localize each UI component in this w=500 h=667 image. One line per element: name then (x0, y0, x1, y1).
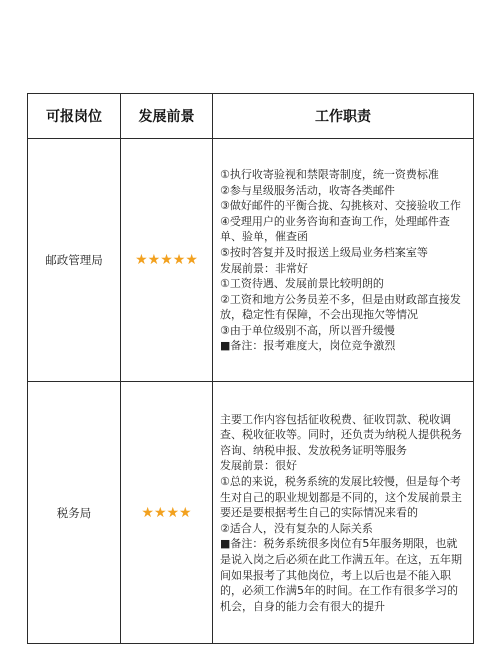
job-table (27, 93, 474, 644)
table-row (28, 139, 474, 382)
header-duties: 工作职责 (213, 94, 474, 139)
duty-line: 主要工作内容包括征收税费、征收罚款、税收调查、税收征收等。同时，还负责为纳税人提供税务咨询、纳税申报、发放税务证明等服务 (220, 412, 462, 457)
duty-line: ①总的来说，税务系统的发展比较慢，但是每个考生对自己的职业规划都是不同的，这个发展前景主要还是要根据考生自己的实际情况来看的 (220, 475, 462, 520)
duty-line: ②工资和地方公务员差不多，但是由财政部直接发放，稳定性有保障，不会出现拖欠等情况 (220, 292, 461, 322)
header-prospect: 发展前景 (121, 94, 213, 139)
duty-line: ③由于单位级别不高，所以晋升缓慢 (220, 323, 395, 337)
position-name: 税务局 (28, 382, 121, 644)
duty-line: 发展前景：很好 (220, 459, 297, 473)
duty-line: ②适合人，没有复杂的人际关系 (220, 521, 373, 535)
duties-cell (213, 382, 474, 644)
table-row (28, 382, 474, 644)
rating-stars: ★★★★★ (121, 139, 213, 382)
duty-line: ④受理用户的业务咨询和查询工作，处理邮件查单、验单，催查函 (220, 214, 450, 244)
duty-line: 发展前景：非常好 (220, 261, 308, 275)
duty-line: ■备注：报考难度大，岗位竞争激烈 (220, 339, 396, 353)
duty-line: ⑤按时答复并及时报送上级局业务档案室等 (220, 245, 428, 259)
duty-line: ②参与星级服务活动，收寄各类邮件 (220, 183, 395, 197)
duty-line: ①执行收寄验视和禁限寄制度，统一资费标准 (220, 167, 439, 181)
rating-stars: ★★★★ (121, 382, 213, 644)
duty-line: ①工资待遇、发展前景比较明朗的 (220, 277, 384, 291)
header-row (28, 94, 474, 139)
position-name: 邮政管理局 (28, 139, 121, 382)
duty-line: ■备注：税务系统很多岗位有5年服务期限，也就是说入岗之后必须在此工作满五年。在这，五年期间如果报考了其他岗位，考上以后也是不能入职的，必须工作满5年的时间。在工作有很多学习的机会，自身的能力会有很大的提升 (220, 537, 462, 613)
header-position: 可报岗位 (28, 94, 121, 139)
duties-cell (213, 139, 474, 382)
duty-line: ③做好邮件的平衡合拢、勾挑核对、交接验收工作 (220, 199, 461, 213)
